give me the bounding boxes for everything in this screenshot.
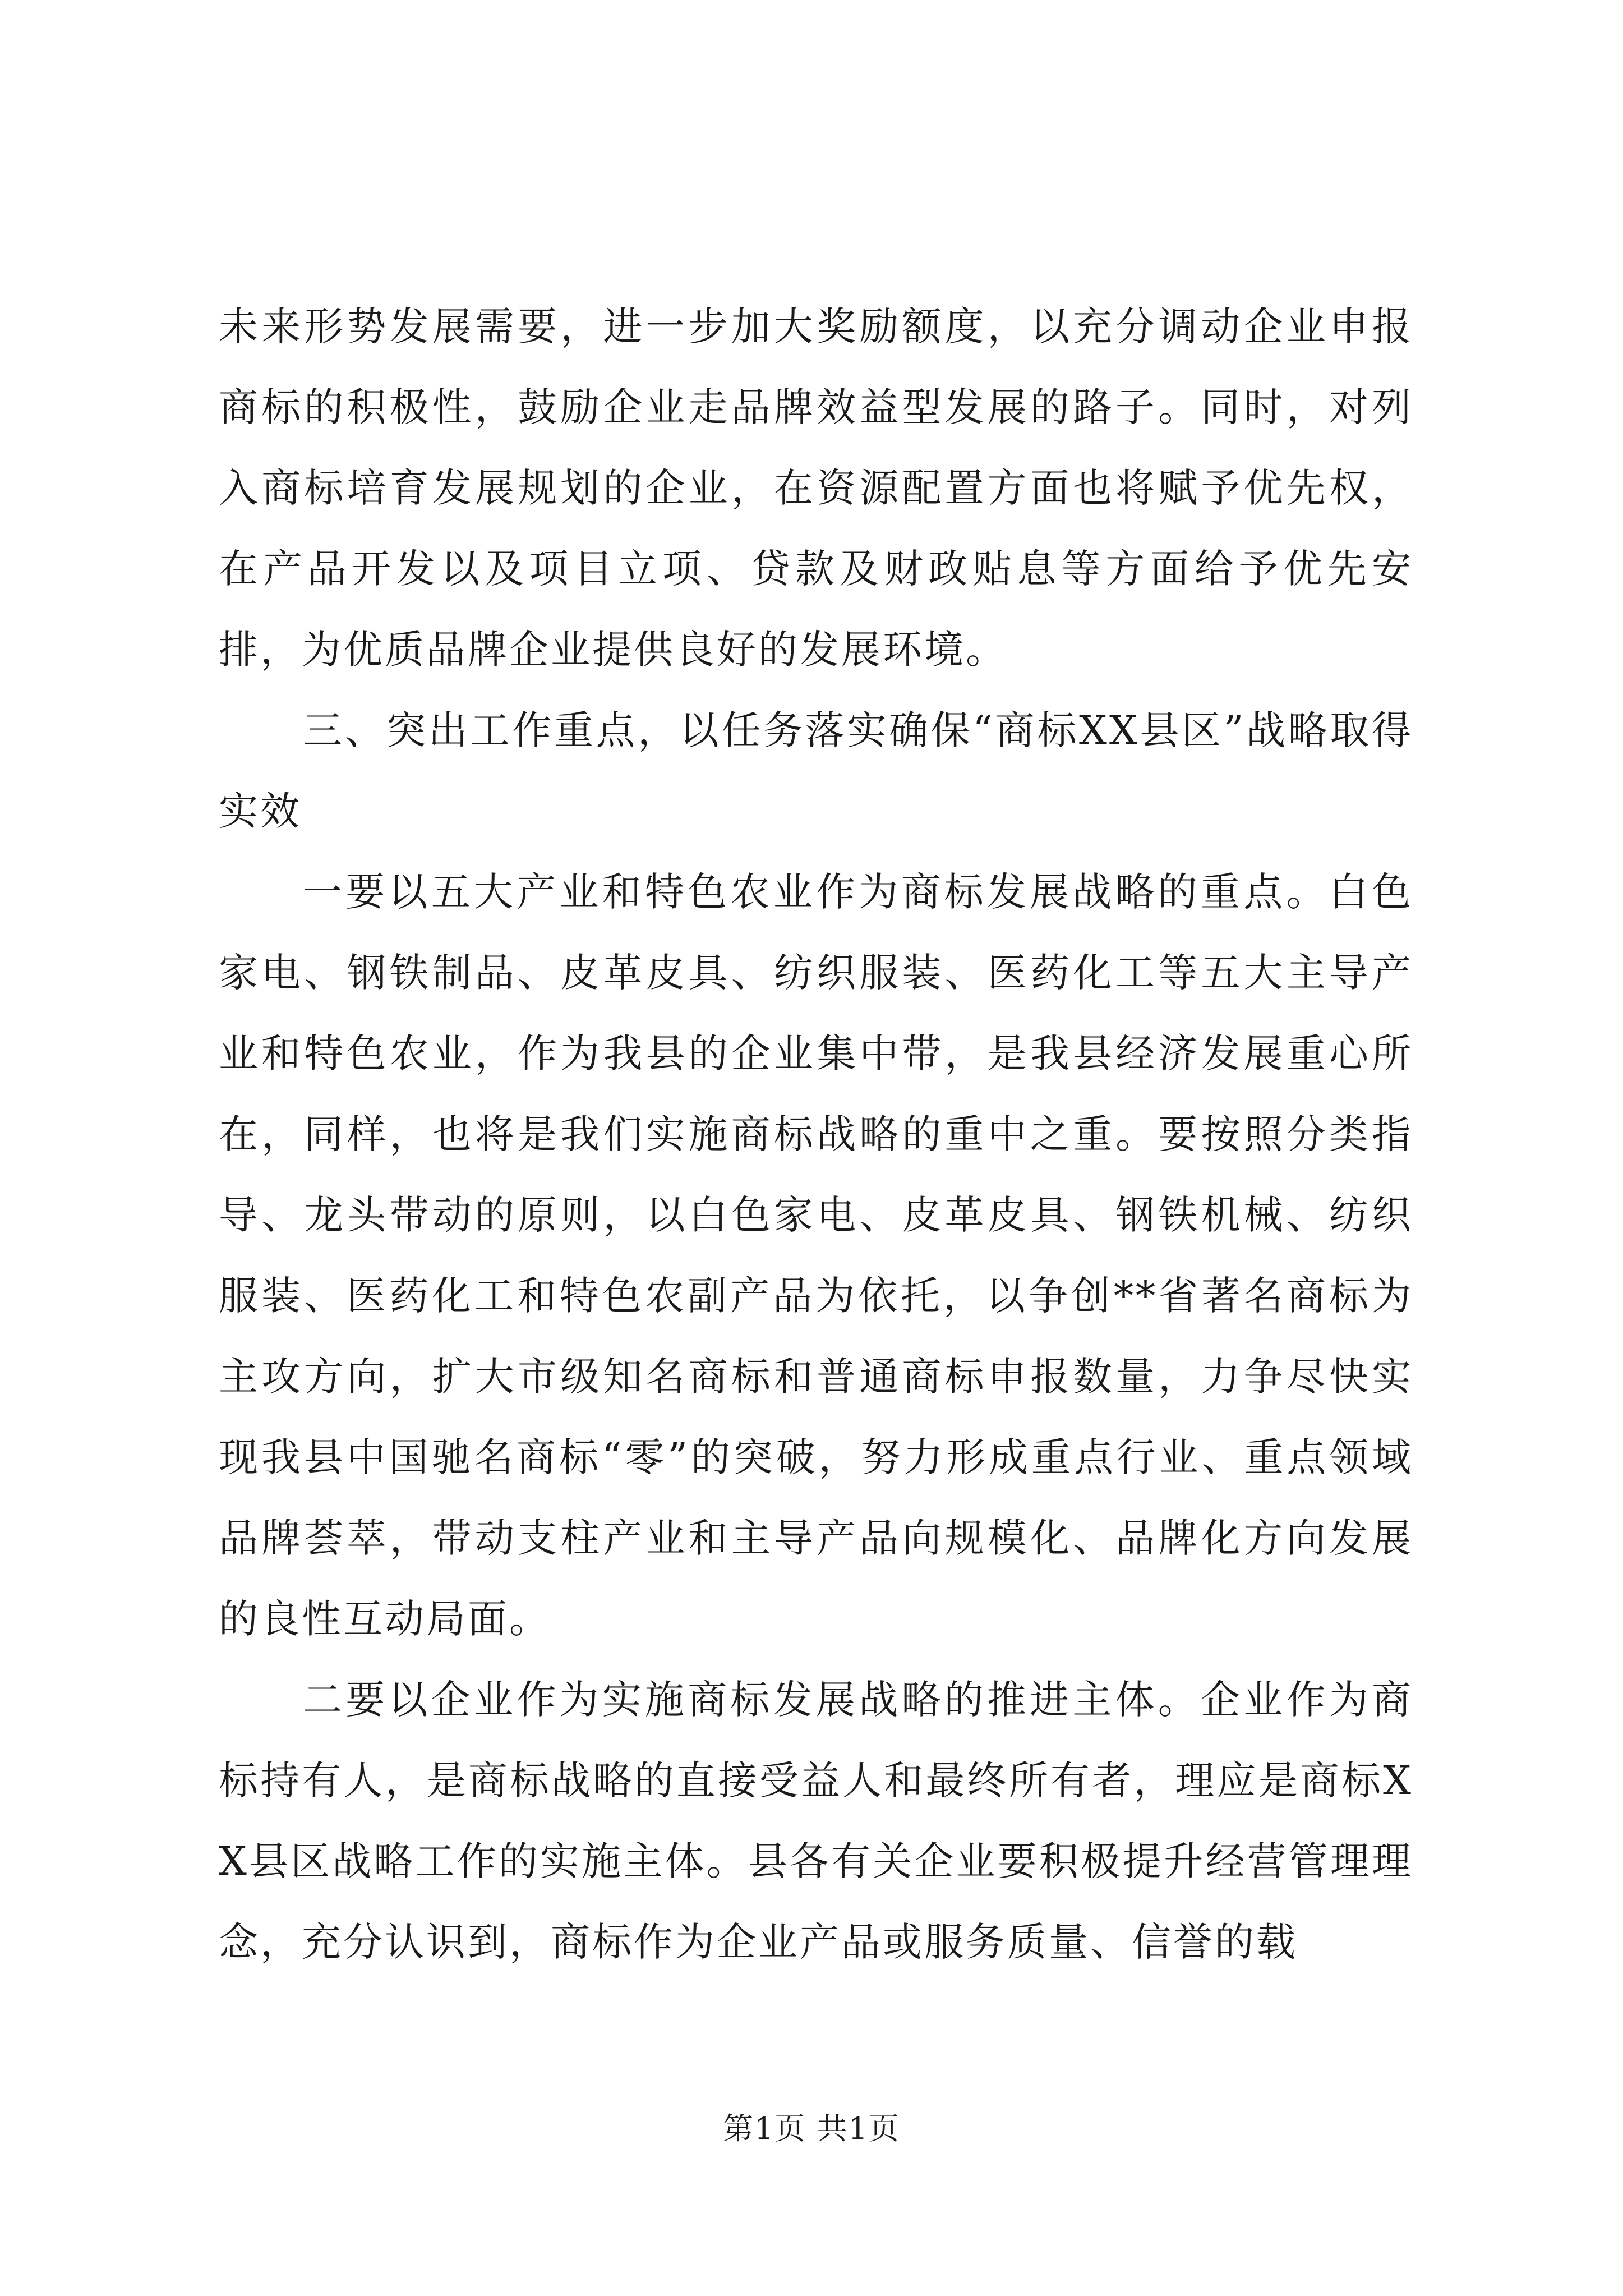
page-number-footer: 第1页 共1页 — [723, 2111, 900, 2146]
paragraph-point-one: 一要以五大产业和特色农业作为商标发展战略的重点。白色家电、钢铁制品、皮革皮具、纺织服装、医药化工等五大主导产业和特色农业，作为我县的企业集中带，是我县经济发展重心所在，同样，也将是我们实施商标战略的重中之重。要按照分类指导、龙头带动的原则，以白色家电、皮革皮具、钢铁机械、纺织服装、医药化工和特色农副产品为依托，以争创**省著名商标为主攻方向，扩大市级知名商标和普通商标申报数量，力争尽快实现我县中国驰名商标“零”的突破，努力形成重点行业、重点领域品牌荟萃，带动支柱产业和主导产品向规模化、品牌化方向发展的良性互动局面。 — [219, 869, 1413, 1642]
paragraph-point-two: 二要以企业作为实施商标发展战略的推进主体。企业作为商标持有人，是商标战略的直接受益人和最终所有者，理应是商标XX县区战略工作的实施主体。县各有关企业要积极提升经营管理理念，充分认识到，商标作为企业产品或服务质量、信誉的载 — [219, 1677, 1413, 1965]
document-body — [219, 286, 1413, 1982]
section-heading: 三、突出工作重点，以任务落实确保“商标XX县区”战略取得实效 — [219, 707, 1413, 834]
paragraph-continued: 未来形势发展需要，进一步加大奖励额度，以充分调动企业申报商标的积极性，鼓励企业走品牌效益型发展的路子。同时，对列入商标培育发展规划的企业，在资源配置方面也将赋予优先权，在产品开发以及项目立项、贷款及财政贴息等方面给予优先安排，为优质品牌企业提供良好的发展环境。 — [219, 303, 1413, 673]
